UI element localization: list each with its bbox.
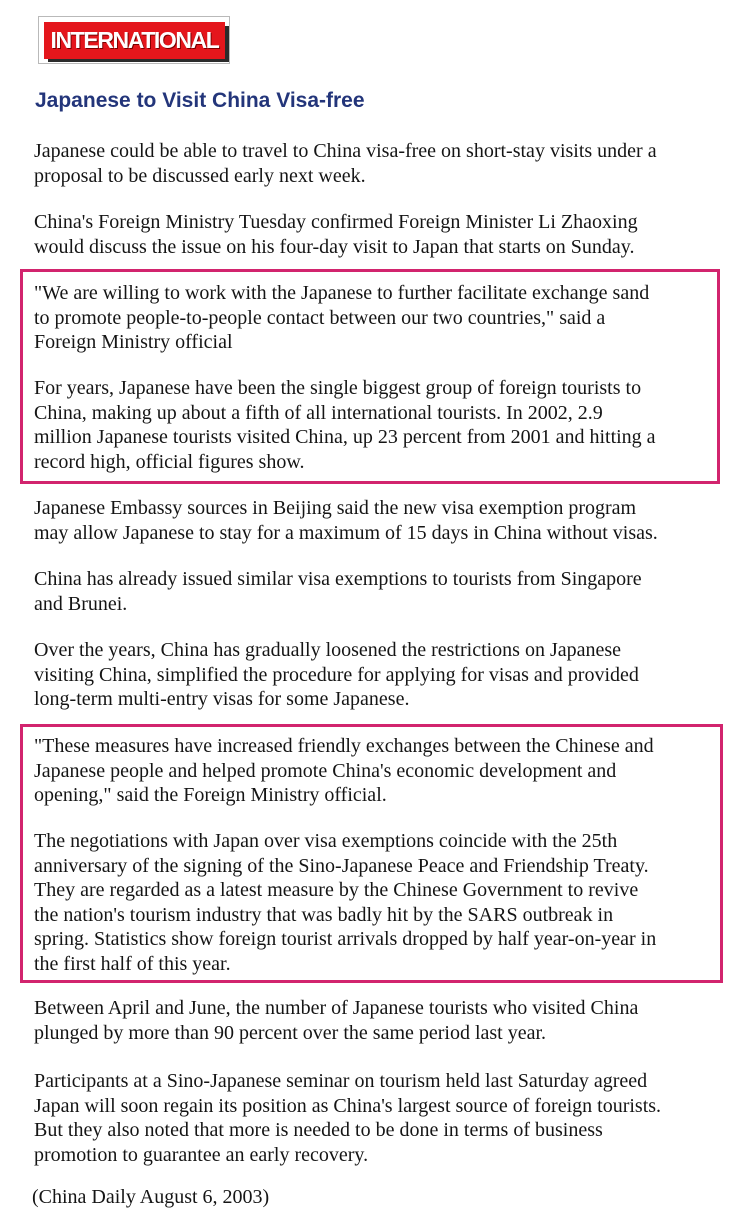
- article-paragraph: China's Foreign Ministry Tuesday confirmed Foreign Minister Li Zhaoxing would discuss the issue on his four-day visit to Japan that starts on Sunday.: [34, 211, 638, 258]
- article-paragraph: Between April and June, the number of Japanese tourists who visited China plunged by more than 90 percent over the same period last year.: [34, 997, 639, 1044]
- article-paragraph: "These measures have increased friendly exchanges between the Chinese and Japanese people and helped promote China's economic development and opening," said the Foreign Ministry official.: [34, 735, 654, 807]
- logo-text: INTERNATIONAL: [44, 22, 225, 59]
- article-paragraph: For years, Japanese have been the single biggest group of foreign tourists to China, making up about a fifth of all international tourists. In 2002, 2.9 million Japanese tourists visited China, up 23 percent from 2001 and hitting a record high, official figures show.: [34, 377, 656, 473]
- article-paragraph: Participants at a Sino-Japanese seminar on tourism held last Saturday agreed Japan will soon regain its position as China's largest source of foreign tourists. But they also noted that more is needed to be done in terms of business promotion to guarantee an early recovery.: [34, 1070, 662, 1166]
- logo-shadow-right: [225, 26, 229, 61]
- article-paragraph: Japanese Embassy sources in Beijing said the new visa exemption program may allow Japanese to stay for a maximum of 15 days in China without visas.: [34, 497, 658, 544]
- international-logo: [38, 16, 230, 64]
- article-paragraph: Over the years, China has gradually loosened the restrictions on Japanese visiting China, simplified the procedure for applying for visas and provided long-term multi-entry visas for some Japanese.: [34, 639, 639, 711]
- article-paragraph: The negotiations with Japan over visa exemptions coincide with the 25th anniversary of the signing of the Sino-Japanese Peace and Friendship Treaty. They are regarded as a latest measure by the Chinese Government to revive the nation's tourism industry that was badly hit by the SARS outbreak in spring. Statistics show foreign tourist arrivals dropped by half year-on-year in the first half of this year.: [34, 830, 657, 975]
- article-paragraph: "We are willing to work with the Japanese to further facilitate exchange sand to promote people-to-people contact between our two countries," said a Foreign Ministry official: [34, 282, 650, 354]
- article-source: (China Daily August 6, 2003): [32, 1186, 270, 1208]
- logo-shadow-bottom: [48, 59, 229, 62]
- article-headline: Japanese to Visit China Visa-free: [35, 89, 365, 112]
- article-paragraph: China has already issued similar visa exemptions to tourists from Singapore and Brunei.: [34, 568, 642, 615]
- article-paragraph: Japanese could be able to travel to China visa-free on short-stay visits under a proposal to be discussed early next week.: [34, 140, 657, 187]
